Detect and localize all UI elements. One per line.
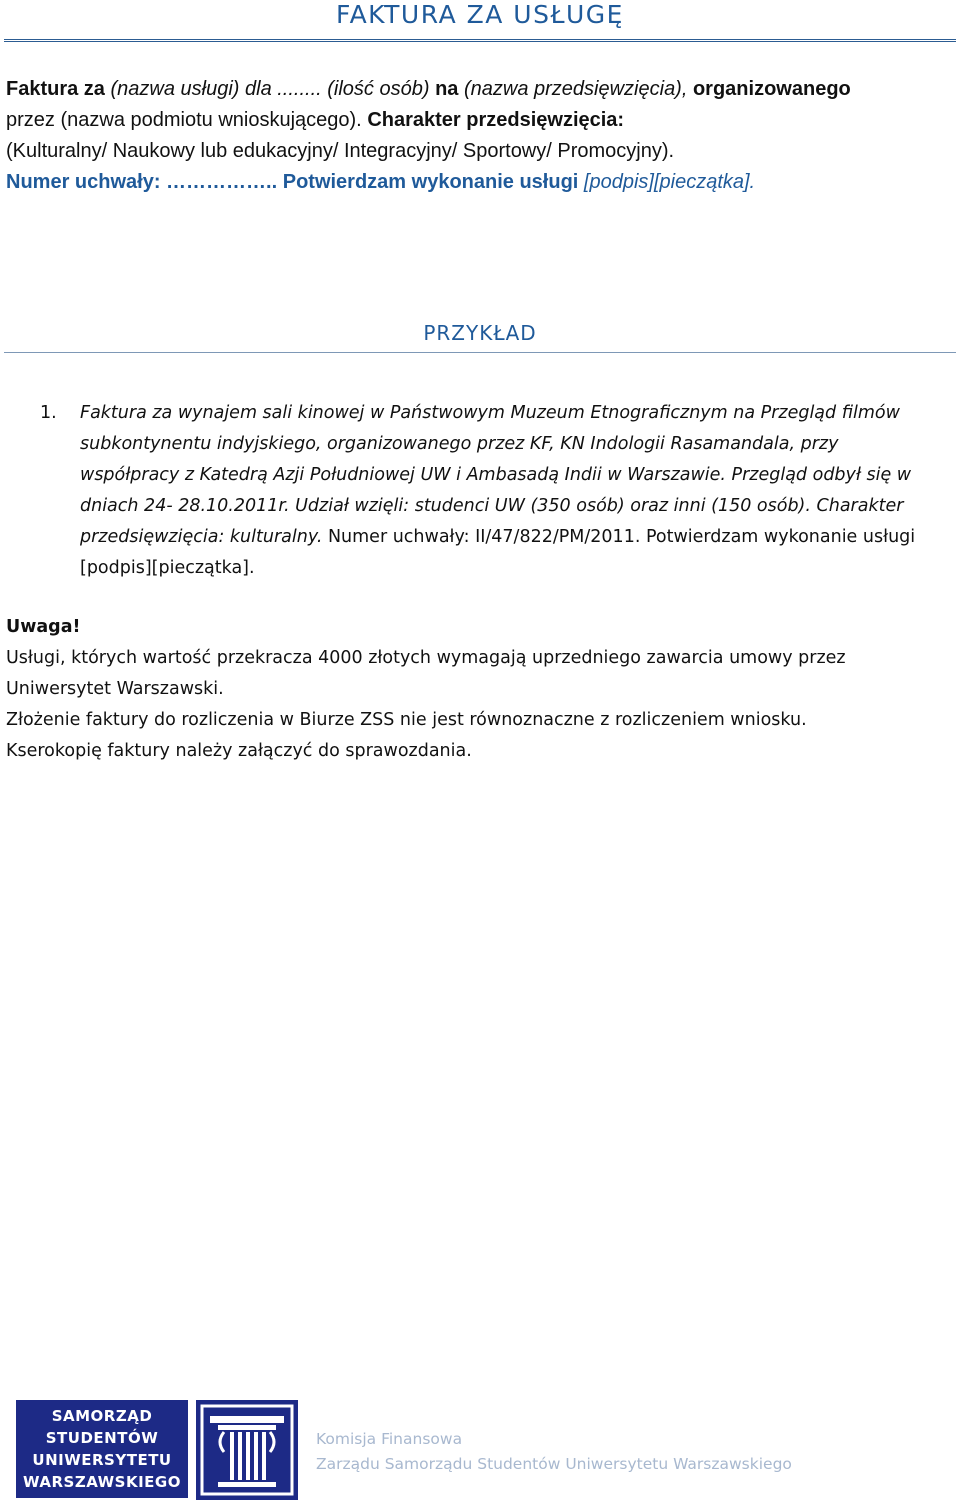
intro-resolution-dots: ……………..: [166, 171, 278, 193]
example-italic-text: Faktura za wynajem sali kinowej w Państwowym Muzeum Etnograficznym na Przegląd filmów subkontynentu indyjskiego, organizowanego przez KF, KN Indologii Rasamandala, przy współpracy z Katedrą Azji Południowej UW i Ambasadą Indii w Warszawie. Przegląd odbył się w dniach 24- 28.10.2011r. Udział wzięli: studenci UW (350 osób) oraz inni (150 osób). Charakter przedsięwzięcia: kulturalny.: [80, 403, 912, 547]
intro-invoice-label: Faktura za: [6, 78, 105, 100]
example-number: 1.: [40, 403, 57, 423]
intro-confirm-label: Potwierdzam wykonanie usługi: [277, 171, 579, 193]
intro-service-placeholder: (nazwa usługi) dla ........ (ilość osób): [110, 78, 430, 100]
title-rule: [4, 39, 956, 42]
intro-resolution-label: Numer uchwały:: [6, 171, 167, 193]
example-item: [40, 398, 940, 584]
intro-by-label: przez: [6, 109, 55, 131]
intro-character-options: (Kulturalny/ Naukowy lub edukacyjny/ Integracyjny/ Sportowy/ Promocyjny).: [6, 140, 675, 162]
intro-signature-placeholder: [podpis][pieczątka].: [578, 171, 756, 193]
warning-label: Uwaga!: [6, 617, 81, 637]
intro-applicant-placeholder: (nazwa podmiotu wnioskującego).: [60, 109, 362, 131]
notes-section: [6, 612, 954, 767]
intro-organized-label: organizowanego: [692, 78, 851, 100]
logo-line-4: WARSZAWSKIEGO: [22, 1473, 181, 1491]
example-body: [80, 398, 940, 584]
intro-event-placeholder: (nazwa przedsięwzięcia),: [463, 78, 688, 100]
university-column-logo-icon: [196, 1400, 298, 1500]
page-title: FAKTURA ZA USŁUGĘ: [336, 0, 624, 29]
student-union-logo: [16, 1400, 188, 1498]
logo-line-1: SAMORZĄD: [51, 1407, 153, 1425]
intro-character-label: Charakter przedsięwzięcia:: [367, 109, 625, 131]
footer-line-1: Komisja Finansowa: [316, 1430, 463, 1448]
note-line-2: Złożenie faktury do rozliczenia w Biurze ZSS nie jest równoznaczne z rozliczeniem wniosku.: [6, 710, 807, 730]
example-heading: PRZYKŁAD: [423, 321, 537, 345]
footer-caption: [316, 1427, 792, 1477]
invoice-template-text: [6, 74, 954, 198]
note-line-1: Usługi, których wartość przekracza 4000 złotych wymagają uprzedniego zawarcia umowy przez Uniwersytet Warszawski.: [6, 648, 846, 699]
example-rule: [4, 352, 956, 353]
logo-line-2: STUDENTÓW: [45, 1429, 159, 1447]
footer-line-2: Zarządu Samorządu Studentów Uniwersytetu Warszawskiego: [316, 1455, 792, 1473]
intro-on-label: na: [435, 78, 459, 100]
example-plain-text: Numer uchwały: II/47/822/PM/2011. Potwierdzam wykonanie usługi [podpis][pieczątka].: [80, 527, 916, 578]
logo-line-3: UNIWERSYTETU: [32, 1451, 172, 1469]
note-line-3: Kserokopię faktury należy załączyć do sprawozdania.: [6, 741, 472, 761]
